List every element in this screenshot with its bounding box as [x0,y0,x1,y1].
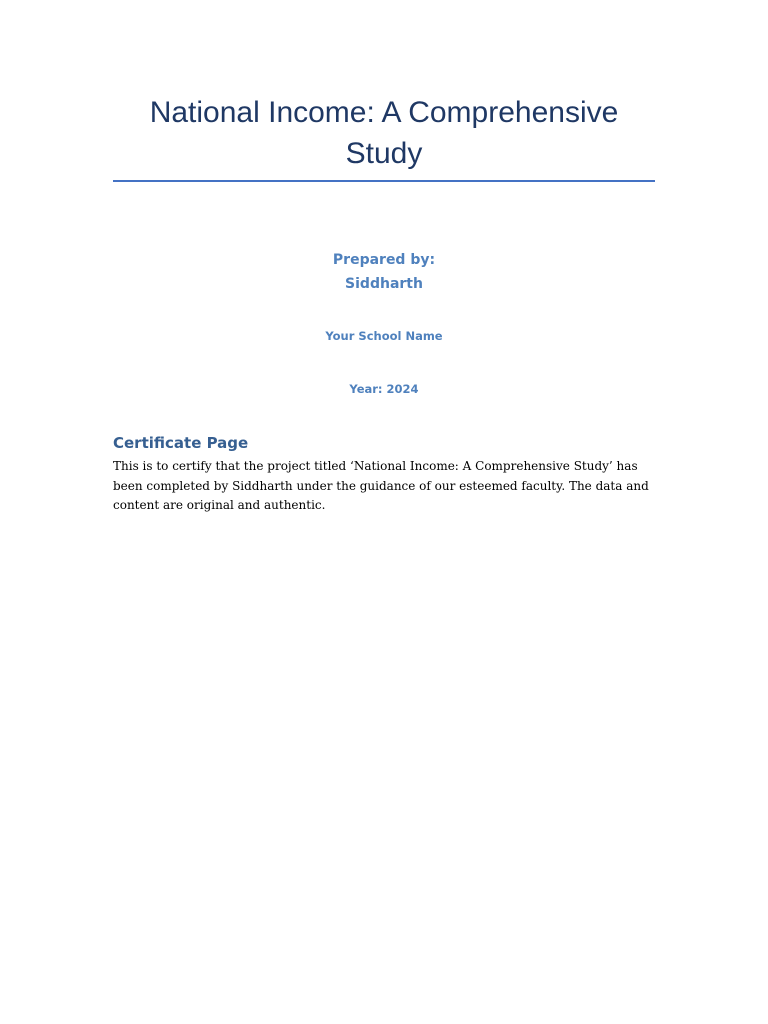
title-underline-divider [113,180,655,182]
school-name: Your School Name [325,329,443,343]
year-line [113,381,655,397]
prepared-by-label: Prepared by: [332,252,436,268]
year-value: 2024 [386,382,419,396]
year-label: Year: [349,382,383,396]
title-block [113,92,655,174]
document-title: National Income: A Comprehensive Study [149,96,619,170]
prepared-by-block [113,248,655,296]
author-name: Siddharth [345,276,423,292]
certificate-body: This is to certify that the project titled ‘National Income: A Comprehensive Study’ has been completed by Siddharth under the guidance of our esteemed faculty. The data and content are original and authentic. [113,459,649,512]
certificate-heading: Certificate Page [113,434,249,452]
